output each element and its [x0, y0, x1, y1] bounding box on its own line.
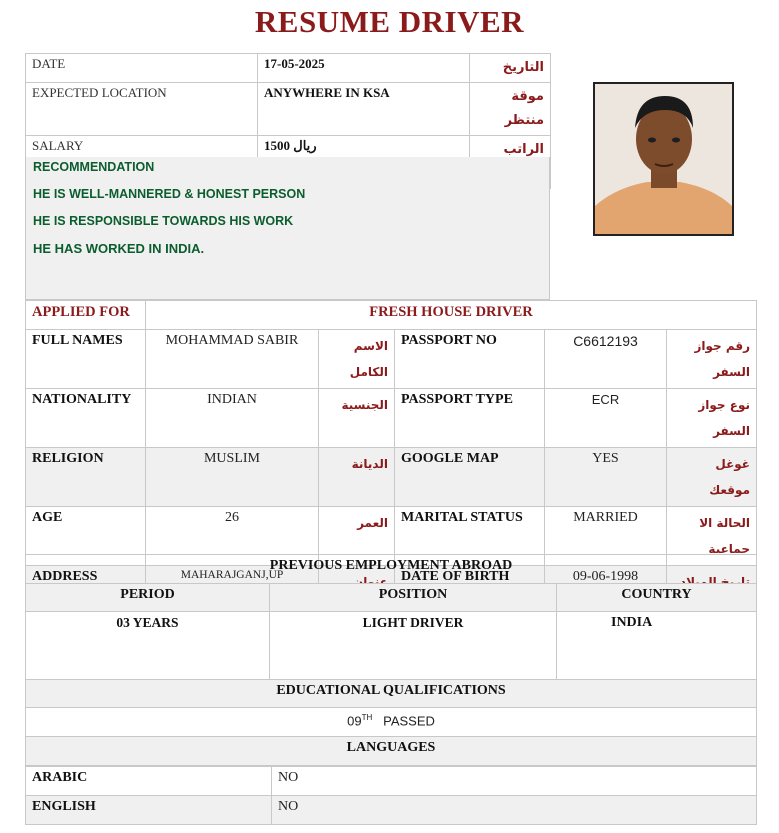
location-row: [26, 83, 551, 136]
religion-arabic: الديانة: [319, 448, 395, 507]
age-value: 26: [146, 507, 319, 566]
location-label: EXPECTED LOCATION: [26, 83, 258, 136]
language-level: NO: [272, 796, 757, 825]
passport-no-label: PASSPORT NO: [395, 330, 545, 389]
date-of-birth-label: DATE OF BIRTH: [395, 566, 545, 599]
age-arabic: العمر: [319, 507, 395, 566]
employment-header-row: [26, 584, 757, 612]
education-heading: EDUCATIONAL QUALIFICATIONS: [26, 680, 757, 708]
period-value: 03 YEARS: [26, 612, 270, 680]
full-names-value: MOHAMMAD SABIR: [146, 330, 319, 389]
passport-type-label: PASSPORT TYPE: [395, 389, 545, 448]
date-of-birth-arabic: تاريخ الميلاد: [667, 566, 757, 599]
recommendation-heading: RECOMMENDATION: [33, 160, 155, 174]
google-map-arabic: غوغل موقعك: [667, 448, 757, 507]
language-name: ENGLISH: [26, 796, 272, 825]
language-name: ARABIC: [26, 767, 272, 796]
recommendation-line: HE IS WELL-MANNERED & HONEST PERSON: [33, 187, 306, 201]
education-value: [26, 708, 757, 737]
education-grade-suffix: TH: [361, 713, 373, 722]
education-grade: 09: [347, 713, 362, 729]
date-arabic: التاريخ: [470, 54, 551, 83]
marital-status-arabic: الحالة الا جماعية: [667, 507, 757, 566]
salary-label: SALARY: [26, 136, 258, 189]
google-map-value: YES: [545, 448, 667, 507]
religion-label: RELIGION: [26, 448, 146, 507]
period-header: PERIOD: [26, 584, 270, 612]
employment-heading-row: [26, 555, 757, 584]
passport-no-arabic: رقم جواز السفر: [667, 330, 757, 389]
passport-type-arabic: نوع جواز السفر: [667, 389, 757, 448]
position-header: POSITION: [270, 584, 557, 612]
education-status: PASSED: [383, 713, 435, 729]
languages-heading: LANGUAGES: [26, 737, 757, 766]
date-label: DATE: [26, 54, 258, 83]
religion-value: MUSLIM: [146, 448, 319, 507]
nationality-label: NATIONALITY: [26, 389, 146, 448]
age-label: AGE: [26, 507, 146, 566]
country-header: COUNTRY: [557, 584, 757, 612]
recommendation-block: [25, 157, 550, 300]
full-names-arabic: الاسم الكامل: [319, 330, 395, 389]
google-map-label: GOOGLE MAP: [395, 448, 545, 507]
location-value: ANYWHERE IN KSA: [258, 83, 470, 136]
applied-for-value: FRESH HOUSE DRIVER: [146, 301, 757, 330]
education-row: [26, 708, 757, 737]
marital-status-label: MARITAL STATUS: [395, 507, 545, 566]
date-value: 17-05-2025: [258, 54, 470, 83]
religion-row: [26, 448, 757, 507]
person-portrait-icon: [595, 84, 732, 234]
full-name-row: [26, 330, 757, 389]
page-title: RESUME DRIVER: [254, 4, 525, 39]
languages-table: [25, 766, 757, 825]
salary-arabic: الراتب: [470, 136, 551, 189]
employment-heading: PREVIOUS EMPLOYMENT ABROAD: [26, 555, 757, 584]
applied-for-row: [26, 301, 757, 330]
date-of-birth-value: 09-06-1998: [545, 566, 667, 599]
position-value: LIGHT DRIVER: [270, 612, 557, 680]
language-level: NO: [272, 767, 757, 796]
nationality-value: INDIAN: [146, 389, 319, 448]
language-row: [26, 796, 757, 825]
address-label: ADDRESS: [26, 566, 146, 599]
nationality-arabic: الجنسية: [319, 389, 395, 448]
employment-table: [25, 554, 757, 766]
education-heading-row: [26, 680, 757, 708]
applied-for-label: APPLIED FOR: [26, 301, 146, 330]
languages-heading-row: [26, 737, 757, 766]
address-arabic: عنوان: [319, 566, 395, 599]
nationality-row: [26, 389, 757, 448]
candidate-photo: [593, 82, 734, 236]
location-arabic: موقة منتظر: [470, 83, 551, 136]
employment-row: [26, 612, 757, 680]
recommendation-line: HE IS RESPONSIBLE TOWARDS HIS WORK: [33, 214, 294, 228]
country-value: INDIA: [557, 612, 757, 680]
full-names-label: FULL NAMES: [26, 330, 146, 389]
passport-type-value: ECR: [545, 389, 667, 448]
passport-no-value: C6612193: [545, 330, 667, 389]
marital-status-value: MARRIED: [545, 507, 667, 566]
language-row: [26, 767, 757, 796]
salary-value: 1500 ريال: [258, 136, 470, 189]
recommendation-line: HE HAS WORKED IN INDIA.: [33, 241, 205, 256]
date-row: [26, 54, 551, 83]
address-value: MAHARAJGANJ,UP: [146, 566, 319, 599]
